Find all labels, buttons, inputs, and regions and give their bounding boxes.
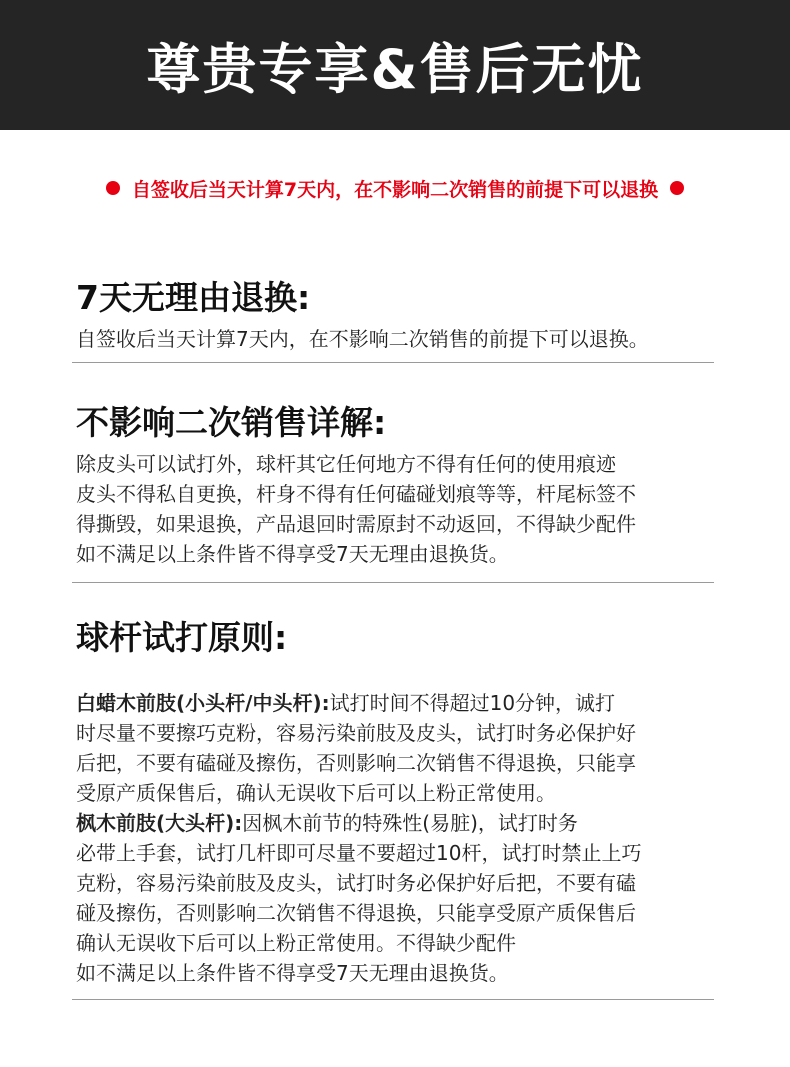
- section-trial-rules: [76, 618, 714, 988]
- rule-line: 必带上手套，试打几杆即可尽量不要超过10杆，试打时禁止上巧: [76, 841, 642, 865]
- rule-line: 克粉，容易污染前肢及皮头，试打时务必保护好后把，不要有磕: [76, 871, 636, 895]
- notice-text: 自签收后当天计算7天内，在不影响二次销售的前提下可以退换: [131, 178, 659, 201]
- red-dot-icon: [106, 181, 120, 195]
- rule-line: 后把，不要有磕碰及擦伤，否则影响二次销售不得退换，只能享: [76, 751, 636, 775]
- rule-heading: 枫木前肢(大头杆):: [76, 811, 243, 835]
- rule-text: 因枫木前节的特殊性(易脏)，试打时务: [242, 811, 578, 835]
- rule-line: 如不满足以上条件皆不得享受7天无理由退换货。: [76, 961, 509, 985]
- divider: [72, 999, 714, 1000]
- page-title: 尊贵专享&售后无忧: [146, 37, 644, 101]
- section-title: 球杆试打原则:: [76, 618, 288, 657]
- rule-paragraph-ash: [76, 688, 714, 718]
- section-line: 皮头不得私自更换，杆身不得有任何磕碰划痕等等，杆尾标签不: [76, 482, 636, 506]
- rule-text: 试打时间不得超过10分钟，诚打: [329, 691, 616, 715]
- section-line: 得撕毁，如果退换，产品退回时需原封不动返回，不得缺少配件: [76, 512, 636, 536]
- red-dot-icon: [670, 181, 684, 195]
- divider: [72, 582, 714, 583]
- return-notice: [0, 172, 790, 204]
- section-line: 除皮头可以试打外，球杆其它任何地方不得有任何的使用痕迹: [76, 452, 616, 476]
- rule-line: 受原产质保售后，确认无误收下后可以上粉正常使用。: [76, 781, 556, 805]
- rule-paragraph-maple: [76, 808, 714, 838]
- divider: [72, 362, 714, 363]
- section-line: 自签收后当天计算7天内，在不影响二次销售的前提下可以退换。: [76, 327, 649, 351]
- section-title: 不影响二次销售详解:: [76, 403, 387, 442]
- header-banner: [0, 0, 790, 130]
- rule-line: 时尽量不要擦巧克粉，容易污染前肢及皮头，试打时务必保护好: [76, 721, 636, 745]
- rule-heading: 白蜡木前肢(小头杆/中头杆):: [76, 691, 330, 715]
- section-resale-details: [76, 403, 714, 569]
- rule-line: 碰及擦伤，否则影响二次销售不得退换，只能享受原产质保售后: [76, 901, 636, 925]
- section-line: 如不满足以上条件皆不得享受7天无理由退换货。: [76, 542, 509, 566]
- rule-line: 确认无误收下后可以上粉正常使用。不得缺少配件: [76, 931, 516, 955]
- section-title: 7天无理由退换:: [76, 278, 311, 317]
- section-7day-return: [76, 278, 714, 354]
